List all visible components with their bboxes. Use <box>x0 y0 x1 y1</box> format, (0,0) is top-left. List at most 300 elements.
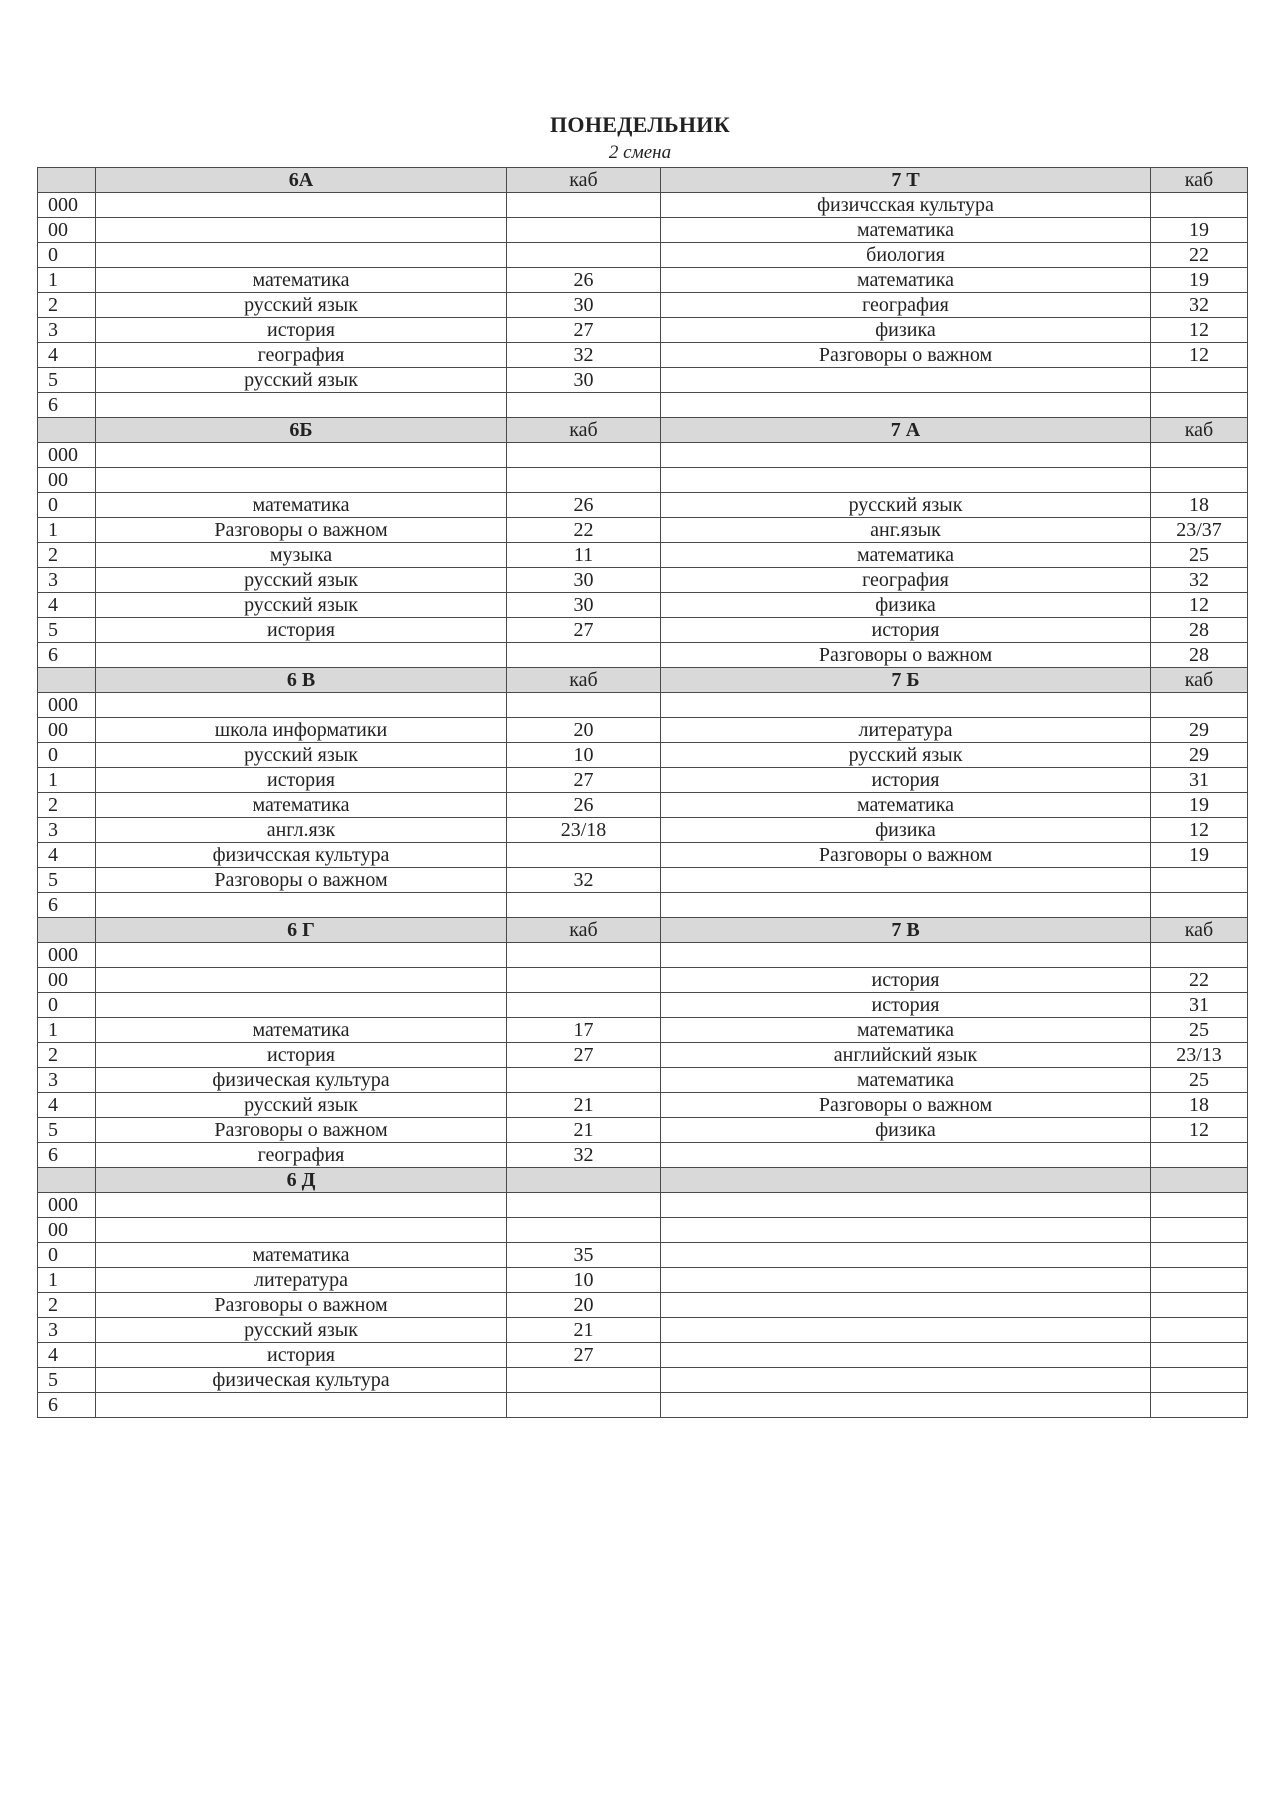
left-subject: история <box>96 1043 507 1068</box>
right-cabinet: 12 <box>1151 343 1248 368</box>
right-subject: география <box>661 568 1151 593</box>
left-subject: Разговоры о важном <box>96 1293 507 1318</box>
table-row <box>38 593 1248 618</box>
lesson-number: 3 <box>38 1318 96 1343</box>
lesson-number: 000 <box>38 193 96 218</box>
lesson-number: 5 <box>38 618 96 643</box>
right-subject: анг.язык <box>661 518 1151 543</box>
table-row <box>38 843 1248 868</box>
class-header-row <box>38 918 1248 943</box>
left-cabinet: 26 <box>507 268 661 293</box>
left-cabinet: 10 <box>507 1268 661 1293</box>
table-row <box>38 468 1248 493</box>
table-row <box>38 568 1248 593</box>
table-row <box>38 1343 1248 1368</box>
left-class-name: 6 Г <box>96 918 507 943</box>
left-subject: русский язык <box>96 743 507 768</box>
left-cabinet: 23/18 <box>507 818 661 843</box>
lesson-number: 4 <box>38 593 96 618</box>
left-cabinet <box>507 218 661 243</box>
table-row <box>38 293 1248 318</box>
lesson-number: 4 <box>38 343 96 368</box>
right-subject: русский язык <box>661 743 1151 768</box>
left-subject: математика <box>96 793 507 818</box>
table-row <box>38 543 1248 568</box>
right-cabinet: 32 <box>1151 293 1248 318</box>
lesson-number: 1 <box>38 268 96 293</box>
lesson-number: 00 <box>38 1218 96 1243</box>
left-cabinet <box>507 1068 661 1093</box>
right-cabinet: 19 <box>1151 268 1248 293</box>
table-row <box>38 818 1248 843</box>
left-cabinet: 17 <box>507 1018 661 1043</box>
right-cabinet <box>1151 193 1248 218</box>
left-subject <box>96 643 507 668</box>
lesson-number: 000 <box>38 443 96 468</box>
table-row <box>38 993 1248 1018</box>
left-class-name: 6А <box>96 168 507 193</box>
lesson-number: 000 <box>38 943 96 968</box>
table-row <box>38 868 1248 893</box>
lesson-number: 1 <box>38 768 96 793</box>
left-cabinet <box>507 1218 661 1243</box>
right-cabinet <box>1151 1368 1248 1393</box>
left-subject: Разговоры о важном <box>96 1118 507 1143</box>
lesson-number: 2 <box>38 793 96 818</box>
right-cabinet: 29 <box>1151 743 1248 768</box>
right-class-name: 7 В <box>661 918 1151 943</box>
lesson-number: 3 <box>38 1068 96 1093</box>
left-cabinet: 20 <box>507 1293 661 1318</box>
table-row <box>38 768 1248 793</box>
left-subject: математика <box>96 493 507 518</box>
left-subject <box>96 968 507 993</box>
lesson-number: 5 <box>38 1368 96 1393</box>
left-class-name: 6Б <box>96 418 507 443</box>
lesson-number: 6 <box>38 393 96 418</box>
right-cabinet <box>1151 468 1248 493</box>
left-subject <box>96 243 507 268</box>
left-cabinet: 30 <box>507 293 661 318</box>
left-subject: история <box>96 318 507 343</box>
left-subject <box>96 943 507 968</box>
table-row <box>38 243 1248 268</box>
left-cabinet <box>507 943 661 968</box>
right-subject <box>661 943 1151 968</box>
left-cabinet <box>507 393 661 418</box>
right-cabinet: 12 <box>1151 818 1248 843</box>
lesson-number: 1 <box>38 1268 96 1293</box>
table-row <box>38 493 1248 518</box>
right-subject: физичсская культура <box>661 193 1151 218</box>
right-cabinet: 29 <box>1151 718 1248 743</box>
table-row <box>38 618 1248 643</box>
left-subject: русский язык <box>96 368 507 393</box>
left-subject: математика <box>96 268 507 293</box>
right-cabinet <box>1151 368 1248 393</box>
right-subject <box>661 368 1151 393</box>
right-subject <box>661 1368 1151 1393</box>
left-cabinet <box>507 843 661 868</box>
lesson-number: 00 <box>38 468 96 493</box>
lesson-number: 6 <box>38 1393 96 1418</box>
right-subject: физика <box>661 593 1151 618</box>
right-cabinet <box>1151 868 1248 893</box>
lesson-number: 4 <box>38 1343 96 1368</box>
right-subject: биология <box>661 243 1151 268</box>
header-lesson-number <box>38 1168 96 1193</box>
right-subject: математика <box>661 543 1151 568</box>
left-cabinet: 32 <box>507 1143 661 1168</box>
left-subject <box>96 193 507 218</box>
right-cabinet-label: каб <box>1151 168 1248 193</box>
lesson-number: 0 <box>38 1243 96 1268</box>
left-subject: русский язык <box>96 568 507 593</box>
class-header-row <box>38 168 1248 193</box>
left-subject: физическая культура <box>96 1368 507 1393</box>
lesson-number: 2 <box>38 1043 96 1068</box>
lesson-number: 5 <box>38 368 96 393</box>
left-cabinet: 21 <box>507 1093 661 1118</box>
right-subject <box>661 893 1151 918</box>
left-cabinet-label: каб <box>507 668 661 693</box>
right-subject: физика <box>661 818 1151 843</box>
right-class-name: 7 Т <box>661 168 1151 193</box>
right-subject <box>661 1243 1151 1268</box>
left-cabinet-label: каб <box>507 168 661 193</box>
right-subject <box>661 468 1151 493</box>
right-cabinet <box>1151 1268 1248 1293</box>
left-cabinet: 27 <box>507 1043 661 1068</box>
right-cabinet: 19 <box>1151 843 1248 868</box>
right-cabinet: 23/37 <box>1151 518 1248 543</box>
left-subject <box>96 1393 507 1418</box>
lesson-number: 000 <box>38 1193 96 1218</box>
right-cabinet <box>1151 1343 1248 1368</box>
left-cabinet <box>507 443 661 468</box>
left-cabinet <box>507 243 661 268</box>
left-cabinet: 27 <box>507 318 661 343</box>
left-cabinet <box>507 893 661 918</box>
left-cabinet-label: каб <box>507 918 661 943</box>
right-cabinet: 25 <box>1151 1018 1248 1043</box>
right-cabinet <box>1151 1218 1248 1243</box>
table-row <box>38 743 1248 768</box>
lesson-number: 6 <box>38 893 96 918</box>
right-cabinet: 12 <box>1151 1118 1248 1143</box>
left-cabinet: 27 <box>507 768 661 793</box>
class-header-row <box>38 668 1248 693</box>
right-subject: Разговоры о важном <box>661 343 1151 368</box>
table-row <box>38 1018 1248 1043</box>
table-row <box>38 1118 1248 1143</box>
table-row <box>38 943 1248 968</box>
right-cabinet-label <box>1151 1168 1248 1193</box>
table-row <box>38 1143 1248 1168</box>
right-cabinet: 18 <box>1151 1093 1248 1118</box>
right-subject <box>661 1293 1151 1318</box>
left-cabinet: 32 <box>507 868 661 893</box>
right-cabinet: 25 <box>1151 1068 1248 1093</box>
right-subject: история <box>661 993 1151 1018</box>
table-row <box>38 893 1248 918</box>
right-subject: математика <box>661 793 1151 818</box>
right-subject: физика <box>661 1118 1151 1143</box>
lesson-number: 2 <box>38 543 96 568</box>
right-cabinet: 32 <box>1151 568 1248 593</box>
class-header-row <box>38 1168 1248 1193</box>
left-subject: география <box>96 343 507 368</box>
left-cabinet: 22 <box>507 518 661 543</box>
right-subject <box>661 1268 1151 1293</box>
table-row <box>38 793 1248 818</box>
right-cabinet <box>1151 1243 1248 1268</box>
right-subject: английский язык <box>661 1043 1151 1068</box>
left-cabinet <box>507 1368 661 1393</box>
right-cabinet: 18 <box>1151 493 1248 518</box>
left-cabinet: 11 <box>507 543 661 568</box>
left-subject <box>96 218 507 243</box>
right-cabinet: 22 <box>1151 968 1248 993</box>
lesson-number: 00 <box>38 718 96 743</box>
left-subject <box>96 993 507 1018</box>
right-subject <box>661 693 1151 718</box>
left-subject: математика <box>96 1243 507 1268</box>
lesson-number: 0 <box>38 993 96 1018</box>
lesson-number: 00 <box>38 218 96 243</box>
lesson-number: 4 <box>38 843 96 868</box>
header-lesson-number <box>38 168 96 193</box>
left-cabinet <box>507 1193 661 1218</box>
right-cabinet: 28 <box>1151 643 1248 668</box>
table-row <box>38 1093 1248 1118</box>
left-subject: география <box>96 1143 507 1168</box>
right-cabinet: 25 <box>1151 543 1248 568</box>
table-row <box>38 1268 1248 1293</box>
right-subject: математика <box>661 1068 1151 1093</box>
left-subject <box>96 1193 507 1218</box>
left-cabinet: 26 <box>507 793 661 818</box>
right-cabinet: 31 <box>1151 993 1248 1018</box>
left-cabinet <box>507 643 661 668</box>
lesson-number: 00 <box>38 968 96 993</box>
lesson-number: 3 <box>38 568 96 593</box>
right-subject: история <box>661 968 1151 993</box>
right-subject: Разговоры о важном <box>661 843 1151 868</box>
lesson-number: 2 <box>38 293 96 318</box>
left-cabinet <box>507 693 661 718</box>
left-subject: Разговоры о важном <box>96 518 507 543</box>
right-cabinet <box>1151 443 1248 468</box>
left-subject: русский язык <box>96 1318 507 1343</box>
table-row <box>38 1243 1248 1268</box>
right-cabinet <box>1151 1143 1248 1168</box>
left-cabinet: 20 <box>507 718 661 743</box>
right-subject: Разговоры о важном <box>661 643 1151 668</box>
left-cabinet: 35 <box>507 1243 661 1268</box>
left-subject: школа информатики <box>96 718 507 743</box>
table-row <box>38 1218 1248 1243</box>
left-subject <box>96 468 507 493</box>
left-cabinet: 32 <box>507 343 661 368</box>
right-cabinet <box>1151 1318 1248 1343</box>
right-cabinet: 12 <box>1151 318 1248 343</box>
left-subject: история <box>96 1343 507 1368</box>
table-row <box>38 368 1248 393</box>
lesson-number: 000 <box>38 693 96 718</box>
left-subject <box>96 443 507 468</box>
lesson-number: 4 <box>38 1093 96 1118</box>
right-subject <box>661 1218 1151 1243</box>
left-cabinet: 21 <box>507 1318 661 1343</box>
lesson-number: 3 <box>38 818 96 843</box>
right-subject: математика <box>661 268 1151 293</box>
table-row <box>38 1293 1248 1318</box>
right-cabinet-label: каб <box>1151 418 1248 443</box>
right-subject: математика <box>661 218 1151 243</box>
table-row <box>38 193 1248 218</box>
table-row <box>38 1318 1248 1343</box>
left-subject <box>96 393 507 418</box>
right-subject: физика <box>661 318 1151 343</box>
table-row <box>38 218 1248 243</box>
class-header-row <box>38 418 1248 443</box>
lesson-number: 3 <box>38 318 96 343</box>
table-row <box>38 1393 1248 1418</box>
left-cabinet: 10 <box>507 743 661 768</box>
right-cabinet-label: каб <box>1151 668 1248 693</box>
lesson-number: 1 <box>38 518 96 543</box>
right-subject <box>661 1393 1151 1418</box>
schedule-table <box>37 167 1248 1418</box>
left-subject: физичсская культура <box>96 843 507 868</box>
left-cabinet: 30 <box>507 368 661 393</box>
table-row <box>38 1043 1248 1068</box>
left-subject <box>96 893 507 918</box>
right-subject <box>661 443 1151 468</box>
right-subject <box>661 868 1151 893</box>
right-cabinet <box>1151 943 1248 968</box>
left-subject: история <box>96 768 507 793</box>
lesson-number: 6 <box>38 643 96 668</box>
right-cabinet <box>1151 1393 1248 1418</box>
left-cabinet <box>507 1393 661 1418</box>
left-subject <box>96 693 507 718</box>
lesson-number: 2 <box>38 1293 96 1318</box>
left-cabinet-label <box>507 1168 661 1193</box>
left-cabinet: 26 <box>507 493 661 518</box>
table-row <box>38 443 1248 468</box>
header-lesson-number <box>38 918 96 943</box>
right-cabinet: 23/13 <box>1151 1043 1248 1068</box>
right-class-name: 7 Б <box>661 668 1151 693</box>
left-subject: литература <box>96 1268 507 1293</box>
right-subject: литература <box>661 718 1151 743</box>
table-row <box>38 718 1248 743</box>
right-subject: русский язык <box>661 493 1151 518</box>
left-cabinet <box>507 468 661 493</box>
table-row <box>38 968 1248 993</box>
right-subject <box>661 1318 1151 1343</box>
right-subject: математика <box>661 1018 1151 1043</box>
left-subject: музыка <box>96 543 507 568</box>
right-cabinet <box>1151 1293 1248 1318</box>
left-subject: Разговоры о важном <box>96 868 507 893</box>
header-lesson-number <box>38 418 96 443</box>
right-cabinet <box>1151 393 1248 418</box>
left-cabinet <box>507 193 661 218</box>
left-cabinet <box>507 968 661 993</box>
right-subject <box>661 1193 1151 1218</box>
right-cabinet <box>1151 1193 1248 1218</box>
left-cabinet: 30 <box>507 568 661 593</box>
right-cabinet: 22 <box>1151 243 1248 268</box>
right-cabinet: 28 <box>1151 618 1248 643</box>
right-cabinet: 19 <box>1151 793 1248 818</box>
table-row <box>38 393 1248 418</box>
header-lesson-number <box>38 668 96 693</box>
table-row <box>38 318 1248 343</box>
right-cabinet: 19 <box>1151 218 1248 243</box>
right-subject: история <box>661 618 1151 643</box>
table-row <box>38 643 1248 668</box>
lesson-number: 0 <box>38 243 96 268</box>
left-subject: англ.язк <box>96 818 507 843</box>
left-cabinet: 27 <box>507 1343 661 1368</box>
table-row <box>38 693 1248 718</box>
right-cabinet: 31 <box>1151 768 1248 793</box>
table-row <box>38 343 1248 368</box>
left-subject: история <box>96 618 507 643</box>
left-cabinet-label: каб <box>507 418 661 443</box>
right-cabinet: 12 <box>1151 593 1248 618</box>
right-subject: география <box>661 293 1151 318</box>
table-row <box>38 1068 1248 1093</box>
right-class-name: 7 А <box>661 418 1151 443</box>
left-cabinet: 27 <box>507 618 661 643</box>
lesson-number: 5 <box>38 1118 96 1143</box>
right-subject <box>661 1343 1151 1368</box>
lesson-number: 5 <box>38 868 96 893</box>
left-class-name: 6 В <box>96 668 507 693</box>
left-cabinet: 30 <box>507 593 661 618</box>
page-subtitle: 2 смена <box>608 142 672 163</box>
left-subject <box>96 1218 507 1243</box>
page-title: ПОНЕДЕЛЬНИК <box>550 112 730 137</box>
lesson-number: 0 <box>38 743 96 768</box>
right-cabinet <box>1151 893 1248 918</box>
right-subject <box>661 393 1151 418</box>
table-row <box>38 1368 1248 1393</box>
left-cabinet <box>507 993 661 1018</box>
right-subject: история <box>661 768 1151 793</box>
table-row <box>38 518 1248 543</box>
table-row <box>38 1193 1248 1218</box>
left-subject: математика <box>96 1018 507 1043</box>
left-subject: русский язык <box>96 1093 507 1118</box>
left-cabinet: 21 <box>507 1118 661 1143</box>
right-class-name <box>661 1168 1151 1193</box>
right-subject: Разговоры о важном <box>661 1093 1151 1118</box>
right-subject <box>661 1143 1151 1168</box>
left-subject: русский язык <box>96 593 507 618</box>
left-subject: русский язык <box>96 293 507 318</box>
lesson-number: 6 <box>38 1143 96 1168</box>
right-cabinet <box>1151 693 1248 718</box>
left-class-name: 6 Д <box>96 1168 507 1193</box>
table-row <box>38 268 1248 293</box>
right-cabinet-label: каб <box>1151 918 1248 943</box>
